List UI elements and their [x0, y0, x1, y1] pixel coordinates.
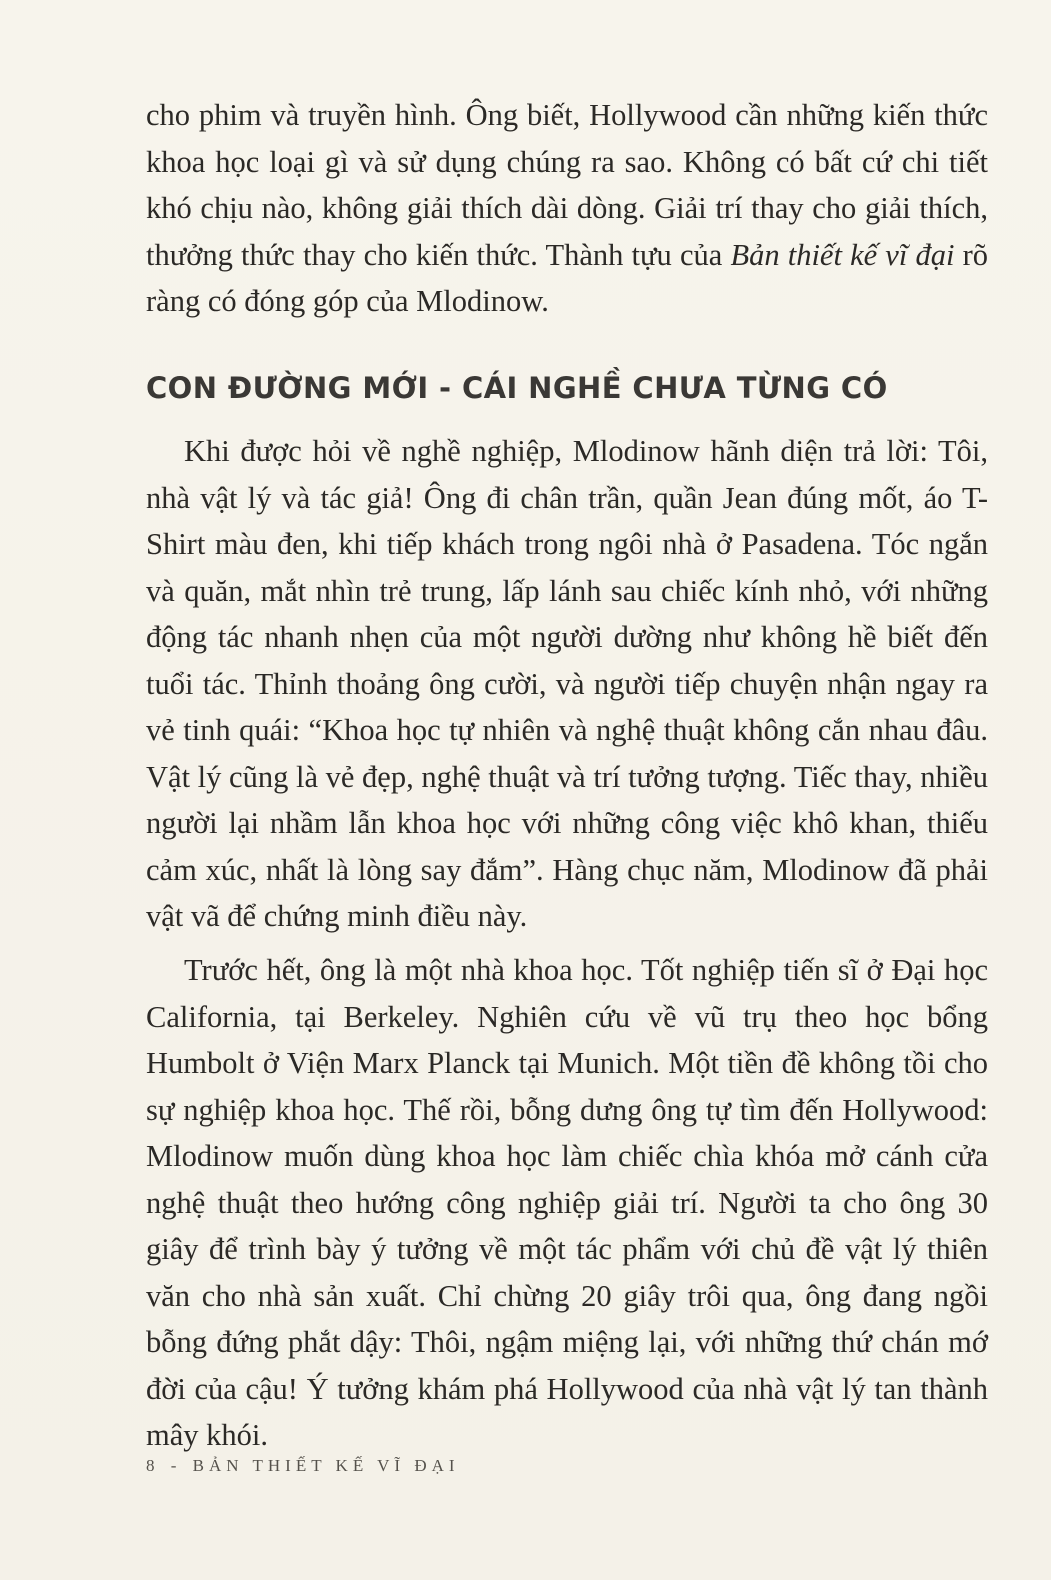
paragraph-career: Trước hết, ông là một nhà khoa học. Tốt nghiệp tiến sĩ ở Đại học California, tại Berkeley. Nghiên cứu về vũ trụ theo học bổng Humbolt ở Viện Marx Planck tại Munich. Một tiền đề không tồi cho sự nghiệp khoa học. Thế rồi, bỗng dưng ông tự tìm đến Hollywood: Mlodinow muốn dùng khoa học làm chiếc chìa khóa mở cánh cửa nghệ thuật theo hướng công nghiệp giải trí. Người ta cho ông 30 giây để trình bày ý tưởng về một tác phẩm với chủ đề vật lý thiên văn cho nhà sản xuất. Chỉ chừng 20 giây trôi qua, ông đang ngồi bỗng đứng phắt dậy: Thôi, ngậm miệng lại, với những thứ chán mớ đời của cậu! Ý tưởng khám phá Hollywood của nhà vật lý tan thành mây khói. — [146, 953, 988, 1452]
book-title-italic: Bản thiết kế vĩ đại — [730, 237, 955, 272]
paragraph-intro-text-b: rõ ràng có đóng góp của Mlodinow. — [146, 237, 988, 318]
page-footer — [146, 1456, 460, 1476]
footer-separator: - — [170, 1456, 182, 1475]
running-title: BẢN THIẾT KẾ VĨ ĐẠI — [192, 1456, 460, 1475]
section-heading: CON ĐƯỜNG MỚI - CÁI NGHỀ CHƯA TỪNG CÓ — [146, 371, 888, 405]
paragraph-interview: Khi được hỏi về nghề nghiệp, Mlodinow hãnh diện trả lời: Tôi, nhà vật lý và tác giả! Ông đi chân trần, quần Jean đúng mốt, áo T-Shirt màu đen, khi tiếp khách trong ngôi nhà ở Pasadena. Tóc ngắn và quăn, mắt nhìn trẻ trung, lấp lánh sau chiếc kính nhỏ, với những động tác nhanh nhẹn của một người dường như không hề biết đến tuổi tác. Thỉnh thoảng ông cười, và người tiếp chuyện nhận ngay ra vẻ tinh quái: “Khoa học tự nhiên và nghệ thuật không cắn nhau đâu. Vật lý cũng là vẻ đẹp, nghệ thuật và trí tưởng tượng. Tiếc thay, nhiều người lại nhầm lẫn khoa học với những công việc khô khan, thiếu cảm xúc, nhất là lòng say đắm”. Hàng chục năm, Mlodinow đã phải vật vã để chứng minh điều này. — [146, 434, 988, 933]
paragraph-intro-text-a: cho phim và truyền hình. Ông biết, Hollywood cần những kiến thức khoa học loại gì và sử dụng chúng ra sao. Không có bất cứ chi tiết khó chịu nào, không giải thích dài dòng. Giải trí thay cho giải thích, thưởng thức thay cho kiến thức. Thành tựu của — [146, 98, 988, 272]
paragraph-intro — [146, 92, 988, 325]
page-number: 8 — [146, 1456, 160, 1475]
